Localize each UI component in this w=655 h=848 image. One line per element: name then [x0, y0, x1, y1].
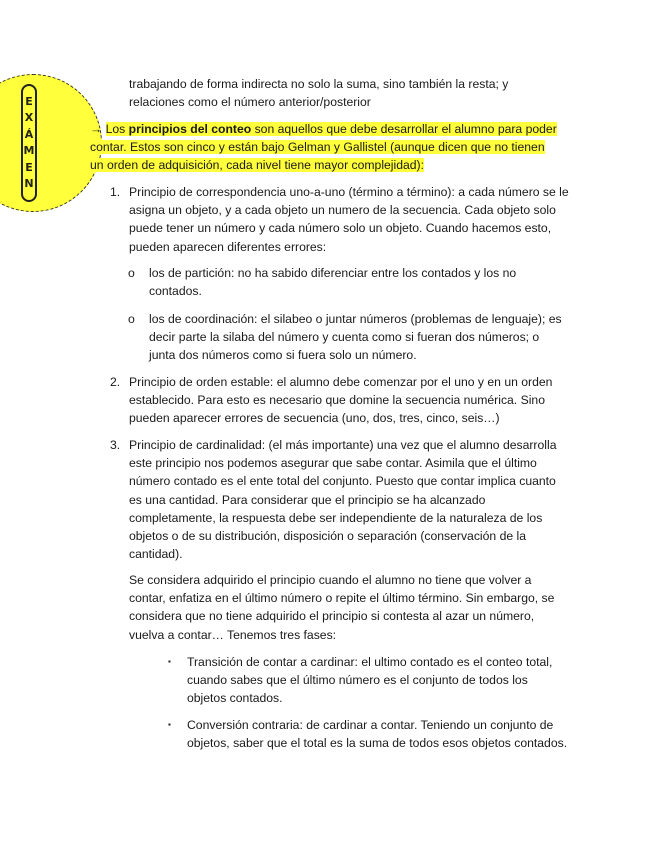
stamp-letter: X — [24, 111, 34, 124]
principles-line-2: contar. Estos son cinco y están bajo Gelman y Gallistel (aunque dicen que no tienen — [90, 140, 545, 155]
bullet-item — [168, 716, 568, 752]
stamp-letter: N — [24, 177, 34, 190]
principles-bold: principios del conteo — [128, 122, 252, 136]
sub-list-text: los de coordinación: el silabeo o juntar números (problemas de lenguaje); es decir parte la silaba del número y cuenta como si fueran dos números; o junta dos números como si fuera solo un número. — [149, 312, 562, 363]
list-number: 2. — [110, 375, 121, 389]
sub-list-text: los de partición: no ha sabido diferenciar entre los contados y los no contados. — [149, 266, 517, 299]
principles-line-1 — [90, 120, 570, 138]
square-bullet-icon: ▪ — [168, 657, 171, 666]
stamp-letter: M — [23, 144, 35, 157]
list-number: 3. — [110, 438, 121, 452]
principles-rest: son aquellos que debe desarrollar el alumno para poder — [251, 122, 557, 136]
principles-intro — [90, 120, 570, 175]
stamp-letter: Á — [24, 127, 34, 141]
list-number: 1. — [110, 185, 121, 199]
cardinality-paragraph: Se considera adquirido el principio cuando el alumno no tiene que volver a contar, enfatiza en el último número o repite el último término. Sin embargo, se considera que no tiene adquirido el principio si contesta al azar un número, vuelva a contar… Tenemos tres fases: — [129, 573, 555, 642]
arrow-icon: → — [90, 122, 103, 136]
stamp-label-box — [21, 84, 37, 202]
square-bullet-icon: ▪ — [168, 720, 171, 729]
examen-stamp — [0, 74, 102, 212]
list-item — [110, 183, 570, 256]
sub-list-item — [128, 310, 568, 365]
list-item-text: Principio de cardinalidad: (el más importante) una vez que el alumno desarrolla este principio nos podemos asegurar que sabe contar. Asimila que el último número contado es el ente total del conjunto. Puesto que contar implica cuanto es una cantidad. Para considerar que el principio se ha alcanzado completamente, la respuesta debe ser independiente de la naturaleza de los objetos o de su distribución, disposición o separación (conservación de la cantidad). — [129, 438, 557, 562]
stamp-letter: E — [25, 160, 33, 174]
bullet-text: Conversión contraria: de cardinar a contar. Teniendo un conjunto de objetos, saber que el total es la suma de todos esos objetos contados. — [187, 718, 568, 751]
circle-bullet-icon: o — [128, 266, 135, 280]
principles-line-3: un orden de adquisición, cada nivel tiene mayor complejidad): — [90, 158, 425, 173]
stamp-letter: E — [25, 94, 33, 108]
bullet-item — [168, 653, 568, 708]
list-item — [110, 436, 570, 563]
sub-list-item — [128, 264, 568, 300]
bullet-text: Transición de contar a cardinar: el ultimo contado es el conteo total, cuando sabes que el último número es el conjunto de todos los objetos contados. — [187, 655, 553, 706]
list-item — [110, 373, 570, 428]
intro-continuation: trabajando de forma indirecta no solo la suma, sino también la resta; y relaciones como el número anterior/posterior — [129, 77, 509, 110]
principles-lead: Los — [105, 122, 129, 136]
circle-bullet-icon: o — [128, 312, 135, 326]
list-item-text: Principio de correspondencia uno-a-uno (término a término): a cada número se le asigna un objeto, y a cada objeto un numero de la secuencia. Cada objeto solo puede tener un número y cada número solo un objeto. Cuando hacemos esto, pueden aparecen diferentes errores: — [129, 185, 569, 254]
list-item-text: Principio de orden estable: el alumno debe comenzar por el uno y en un orden establecido. Para esto es necesario que domine la secuencia numérica. Sino pueden aparecer errores de secuencia (uno, dos, tres, cinco, seis…) — [129, 375, 553, 426]
